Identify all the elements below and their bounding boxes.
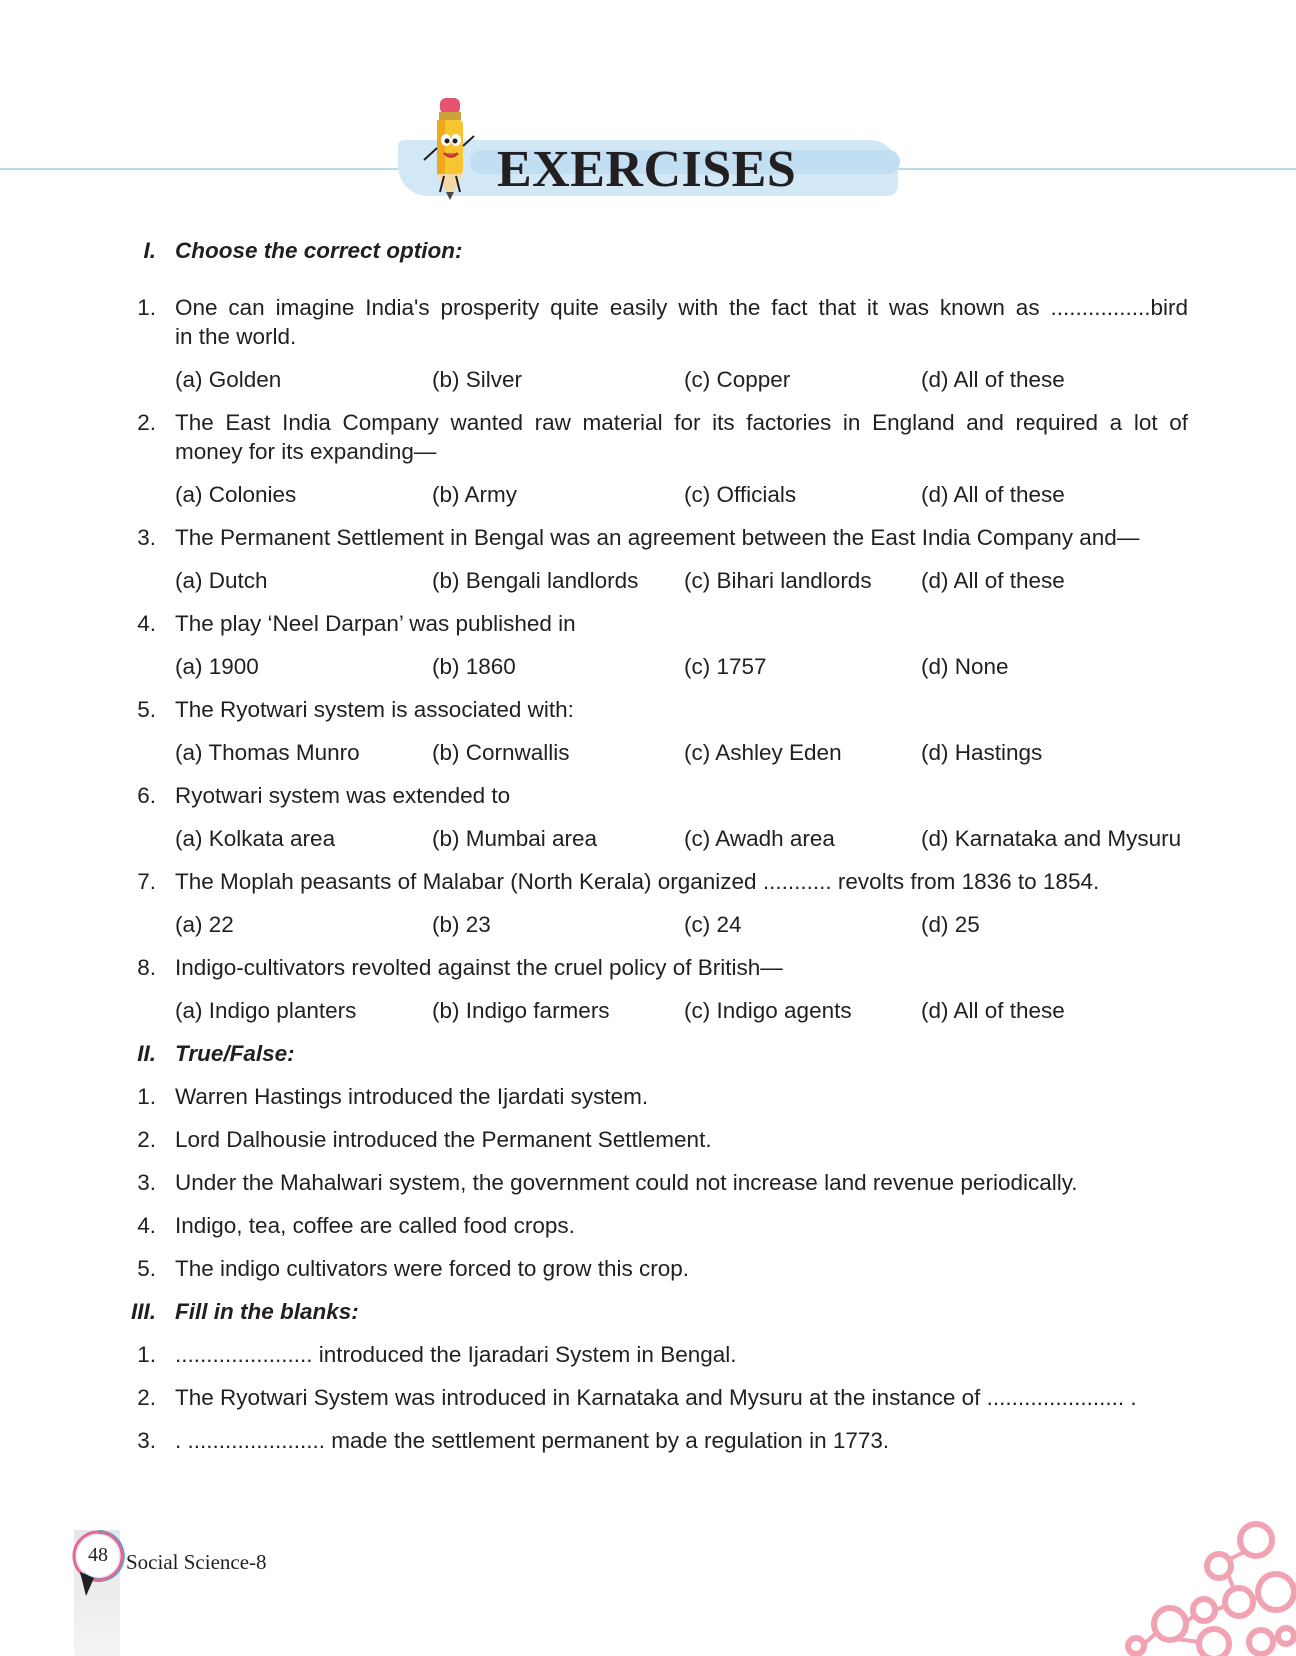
option-b: (b) 23 [432, 912, 491, 937]
option-b: (b) Cornwallis [432, 740, 570, 765]
item-number: 5. [137, 1256, 156, 1281]
item-number: 1. [137, 1084, 156, 1109]
option-b: (b) Silver [432, 367, 523, 392]
option-d: (d) None [921, 654, 1009, 679]
option-d: (d) 25 [921, 912, 980, 937]
item-number: 4. [137, 1213, 156, 1238]
option-d: (d) All of these [921, 568, 1065, 593]
option-c: (c) 1757 [684, 654, 767, 679]
option-b: (b) Army [432, 482, 518, 507]
question-number: 4. [137, 611, 156, 636]
question-number: 7. [137, 869, 156, 894]
option-a: (a) Golden [175, 367, 282, 392]
section-title: Fill in the blanks: [175, 1299, 359, 1324]
item-number: 3. [137, 1428, 156, 1453]
item-text: ...................... introduced the Ijaradari System in Bengal. [175, 1342, 737, 1367]
section-number: III. [130, 1299, 156, 1324]
section-number: II. [137, 1041, 156, 1066]
option-a: (a) Thomas Munro [175, 740, 360, 765]
question-text: The play ‘Neel Darpan’ was published in [175, 611, 576, 636]
page-number: 48 [88, 1544, 108, 1566]
question-text: The East India Company wanted raw material for its factories in England and required a lot of [175, 410, 1188, 435]
option-c: (c) Bihari landlords [684, 568, 872, 593]
question-number: 1. [137, 295, 156, 320]
option-a: (a) Colonies [175, 482, 297, 507]
question-text: money for its expanding— [175, 439, 437, 464]
option-c: (c) 24 [684, 912, 742, 937]
question-text: One can imagine India's prosperity quite easily with the fact that it was known as ................bird [175, 295, 1188, 320]
question-text: The Moplah peasants of Malabar (North Kerala) organized ........... revolts from 1836 to 1854. [175, 869, 1100, 894]
option-d: (d) Hastings [921, 740, 1043, 765]
option-c: (c) Awadh area [684, 826, 835, 851]
question-number: 8. [137, 955, 156, 980]
option-a: (a) 1900 [175, 654, 259, 679]
option-b: (b) Bengali landlords [432, 568, 639, 593]
book-title: Social Science-8 [126, 1550, 267, 1574]
item-text: . ...................... made the settlement permanent by a regulation in 1773. [175, 1428, 890, 1453]
item-text: Lord Dalhousie introduced the Permanent Settlement. [175, 1127, 712, 1152]
item-text: The indigo cultivators were forced to grow this crop. [175, 1256, 689, 1281]
option-a: (a) Dutch [175, 568, 268, 593]
decorative-circles-icon [1116, 1518, 1296, 1656]
option-a: (a) 22 [175, 912, 234, 937]
section-title: Choose the correct option: [175, 238, 463, 263]
item-text: The Ryotwari System was introduced in Karnataka and Mysuru at the instance of ...................... . [175, 1385, 1137, 1410]
question-number: 6. [137, 783, 156, 808]
option-c: (c) Indigo agents [684, 998, 852, 1023]
option-b: (b) Mumbai area [432, 826, 598, 851]
item-number: 2. [137, 1127, 156, 1152]
option-b: (b) 1860 [432, 654, 516, 679]
question-number: 2. [137, 410, 156, 435]
item-text: Warren Hastings introduced the Ijardati system. [175, 1084, 649, 1109]
question-text: The Permanent Settlement in Bengal was an agreement between the East India Company and— [175, 525, 1140, 550]
option-c: (c) Ashley Eden [684, 740, 842, 765]
question-number: 3. [137, 525, 156, 550]
option-c: (c) Copper [684, 367, 791, 392]
option-d: (d) All of these [921, 998, 1065, 1023]
question-text: The Ryotwari system is associated with: [175, 697, 574, 722]
option-d: (d) Karnataka and Mysuru [921, 826, 1182, 851]
question-text: in the world. [175, 324, 297, 349]
question-text: Indigo-cultivators revolted against the cruel policy of British— [175, 955, 783, 980]
option-b: (b) Indigo farmers [432, 998, 610, 1023]
section-number: I. [143, 238, 156, 263]
item-number: 1. [137, 1342, 156, 1367]
option-d: (d) All of these [921, 367, 1065, 392]
question-text: Ryotwari system was extended to [175, 783, 511, 808]
option-a: (a) Indigo planters [175, 998, 357, 1023]
question-number: 5. [137, 697, 156, 722]
page-title: EXERCISES [497, 141, 797, 198]
section-title: True/False: [175, 1041, 295, 1066]
item-text: Indigo, tea, coffee are called food crops. [175, 1213, 575, 1238]
item-number: 3. [137, 1170, 156, 1195]
option-c: (c) Officials [684, 482, 797, 507]
item-number: 2. [137, 1385, 156, 1410]
option-d: (d) All of these [921, 482, 1065, 507]
item-text: Under the Mahalwari system, the government could not increase land revenue periodically. [175, 1170, 1078, 1195]
option-a: (a) Kolkata area [175, 826, 336, 851]
